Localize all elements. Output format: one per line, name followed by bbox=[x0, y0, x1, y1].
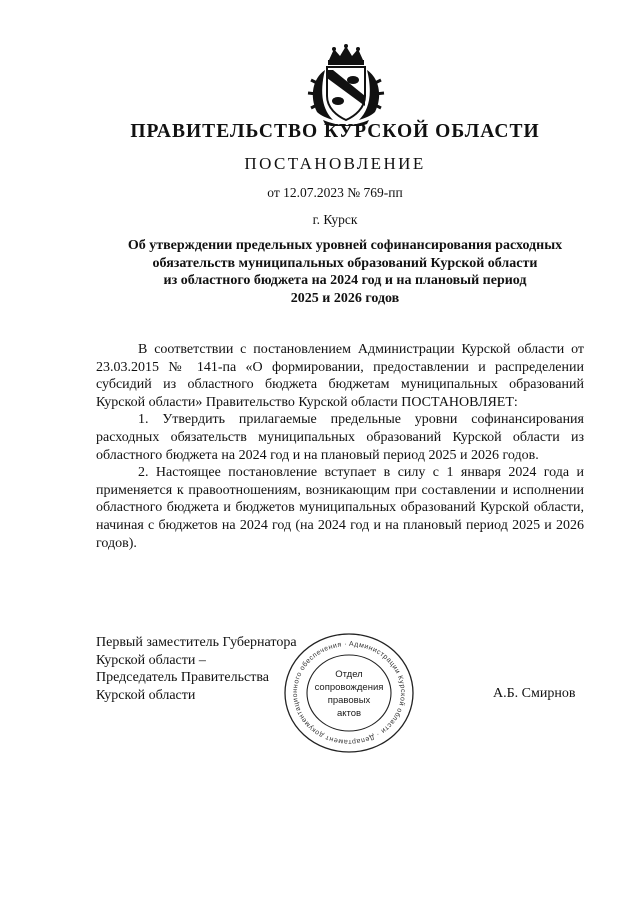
stamp-ring-text: Администрации Курской области · Департамент документационного обеспечения · bbox=[291, 640, 406, 746]
document-body bbox=[96, 341, 584, 552]
title-line: Об утверждении предельных уровней софинансирования расходных bbox=[127, 238, 563, 253]
document-type: ПОСТАНОВЛЕНИЕ bbox=[244, 154, 426, 173]
position-line: Председатель Правительства bbox=[96, 670, 269, 686]
document-date-number: от 12.07.2023 № 769-пп bbox=[267, 185, 403, 200]
signer-name: А.Б. Смирнов bbox=[493, 686, 576, 701]
coat-of-arms-icon bbox=[305, 44, 387, 126]
stamp-line: правовых bbox=[327, 695, 371, 706]
document-title bbox=[100, 237, 590, 307]
position-line: Курской области – bbox=[96, 652, 206, 668]
signatory-position bbox=[96, 634, 297, 704]
position-line: Первый заместитель Губернатора bbox=[96, 635, 297, 650]
stamp-line: Отдел bbox=[335, 669, 363, 680]
stamp-line: актов bbox=[336, 708, 362, 719]
title-line: обязательств муниципальных образований Курской области bbox=[152, 255, 538, 271]
position-line: Курской области bbox=[96, 687, 196, 703]
stamp-center-text bbox=[301, 668, 397, 720]
item-2-paragraph: 2. Настоящее постановление вступает в силу с 1 января 2024 года и применяется к правоотношениям, возникающим при составлении и исполнении областного бюджета и бюджетов муниципальных образований Курской области, начиная с бюджетов на 2024 год (на 2024 год и на плановый период 2025 и 2026 годов). bbox=[96, 465, 584, 551]
government-name: ПРАВИТЕЛЬСТВО КУРСКОЙ ОБЛАСТИ bbox=[130, 121, 540, 142]
preamble-paragraph: В соответствии с постановлением Администрации Курской области от 23.03.2015 № 141-па «О формировании, предоставлении и распределении субсидий из областного бюджета бюджетам муниципальных образований Курской области» Правительство Курской области ПОСТАНОВЛЯЕТ: bbox=[96, 342, 584, 410]
stamp-line: сопровождения bbox=[314, 682, 384, 693]
title-line: из областного бюджета на 2024 год и на плановый период bbox=[163, 273, 527, 288]
title-line: 2025 и 2026 годов bbox=[290, 290, 400, 306]
document-city: г. Курск bbox=[312, 212, 358, 227]
item-1-paragraph: 1. Утвердить прилагаемые предельные уровни софинансирования расходных обязательств муниципальных образований Курской области из областного бюджета на 2024 год и на плановый период 2025 и 2026 годов. bbox=[96, 412, 584, 463]
